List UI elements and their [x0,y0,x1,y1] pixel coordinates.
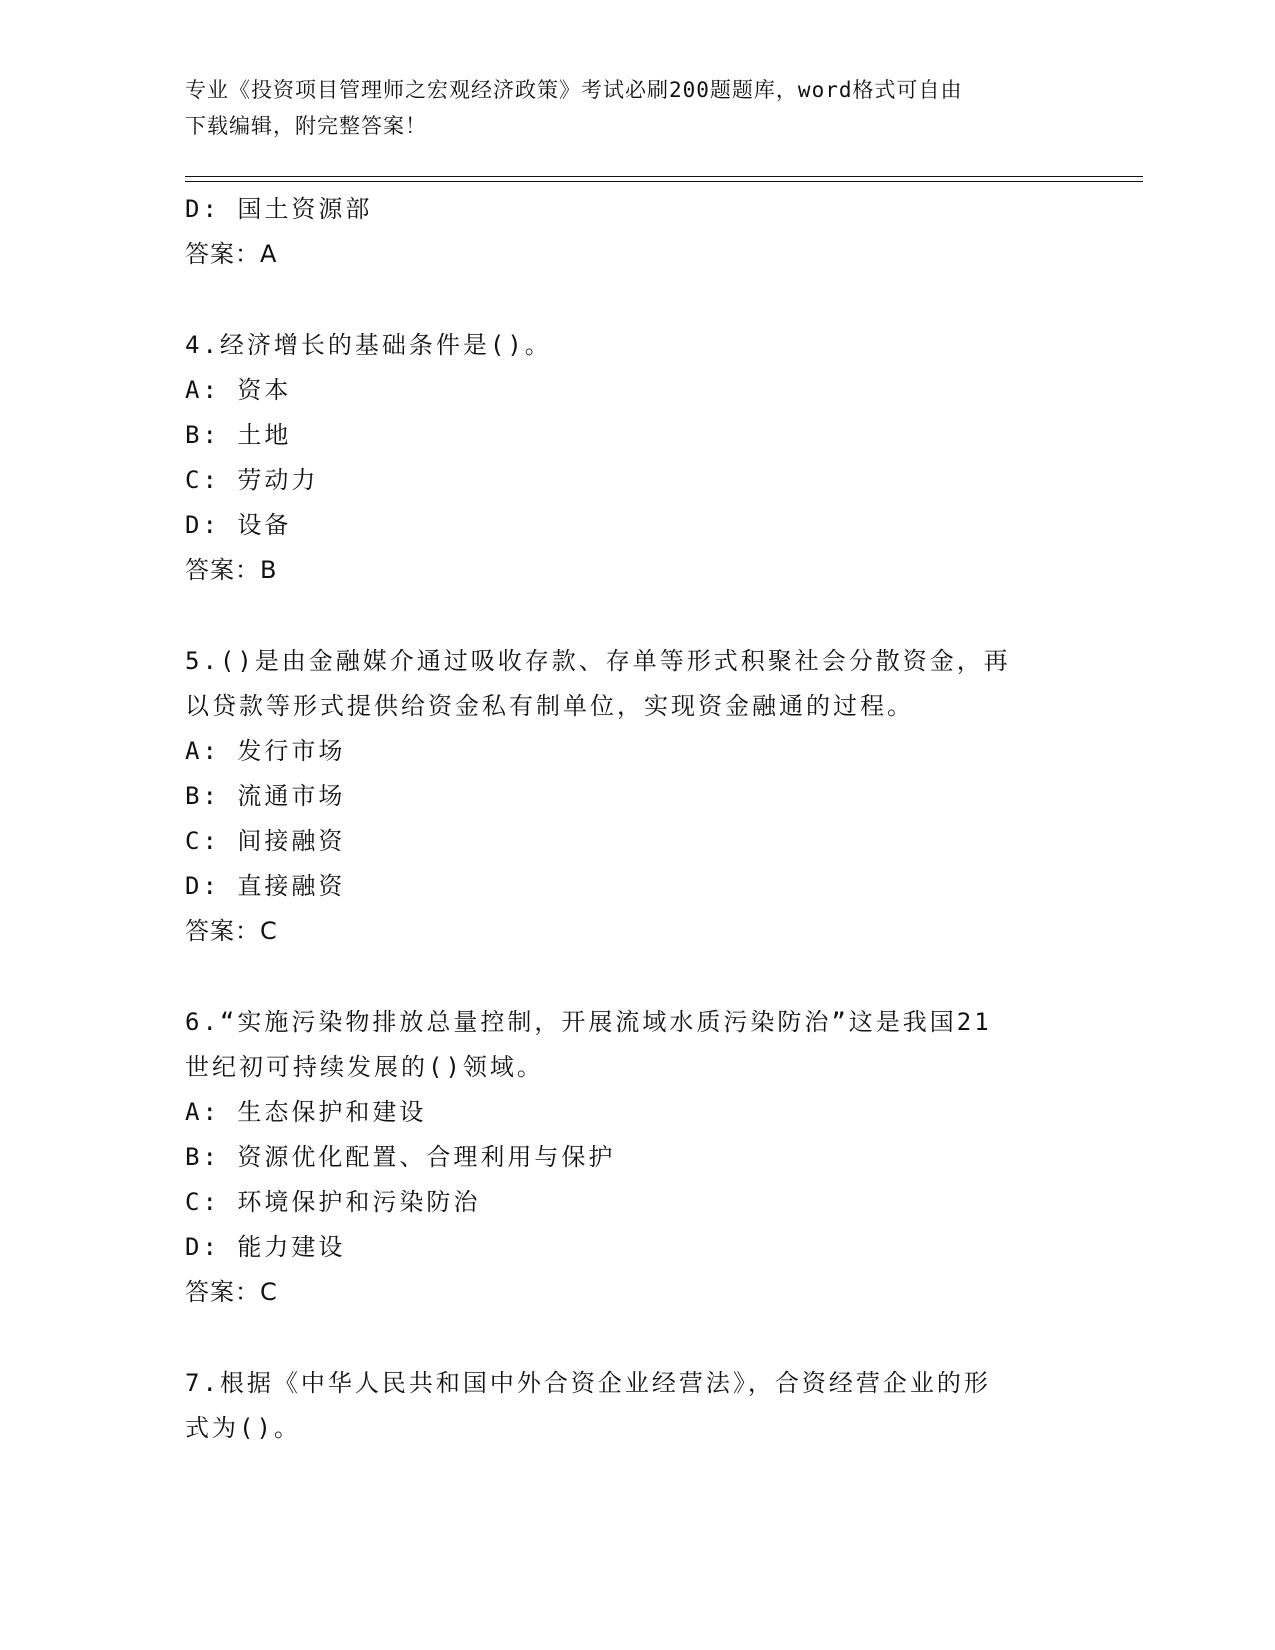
header-divider-top [185,176,1143,177]
option-d: D: 能力建设 [185,1233,346,1261]
option-d: D: 设备 [185,511,292,539]
answer-line: 答案：A [185,240,278,268]
option-b: B: 土地 [185,421,292,449]
option-a: A: 资本 [185,376,292,404]
option-a: A: 生态保护和建设 [185,1098,427,1126]
answer-line: 答案：C [185,1278,278,1306]
question-text: 4.经济增长的基础条件是()。 [185,331,552,359]
option-b: B: 流通市场 [185,782,346,810]
question-text: 式为()。 [185,1414,301,1442]
option-c: C: 劳动力 [185,466,319,494]
question-text: 以贷款等形式提供给资金私有制单位，实现资金融通的过程。 [185,692,914,720]
header-line-1: 专业《投资项目管理师之宏观经济政策》考试必刷200题题库，word格式可自由 [185,78,963,102]
document-header [185,72,1065,144]
option-b: B: 资源优化配置、合理利用与保护 [185,1143,616,1171]
option-d: D: 直接融资 [185,872,346,900]
answer-line: 答案：B [185,556,278,584]
question-list [185,187,1085,1451]
answer-line: 答案：C [185,917,278,945]
question-text: 5.()是由金融媒介通过吸收存款、存单等形式积聚社会分散资金，再 [185,647,1011,675]
header-line-2: 下载编辑，附完整答案！ [185,114,427,138]
option-a: A: 发行市场 [185,737,346,765]
question-4 [185,323,1085,593]
question-7 [185,1361,1085,1451]
question-text: 世纪初可持续发展的()领域。 [185,1053,544,1081]
header-divider-bottom [185,181,1143,182]
question-6 [185,1000,1085,1315]
question-5 [185,639,1085,954]
question-text: 6.“实施污染物排放总量控制，开展流域水质污染防治”这是我国21 [185,1008,992,1036]
question-text: 7.根据《中华人民共和国中外合资企业经营法》，合资经营企业的形 [185,1369,991,1397]
option-c: C: 间接融资 [185,827,346,855]
option-d: D: 国土资源部 [185,195,373,223]
option-c: C: 环境保护和污染防治 [185,1188,481,1216]
